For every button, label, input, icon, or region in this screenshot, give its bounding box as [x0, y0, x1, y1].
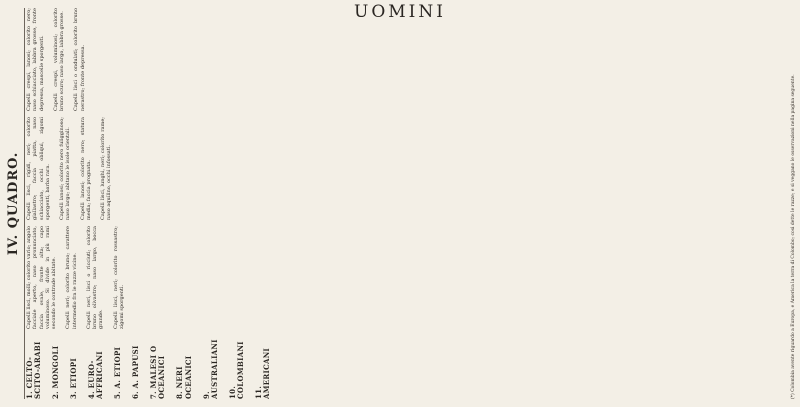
race-entry — [255, 335, 271, 399]
race-list — [26, 335, 792, 399]
description-paragraph: Capelli lisci, molli; colorito vario; angolo facciale aperto, naso pronunciato, faccia ovale, fronte alta; capo voluminoso. Si divide in più rami secondo le contrade abitate. — [26, 226, 57, 329]
description-paragraph: Capelli lisci, neri; colorito rossastro; zigomi sporgenti. — [112, 226, 125, 329]
description-column-2 — [26, 117, 792, 220]
section-header — [0, 0, 800, 24]
footnote: (*) Colombia avente riguardo a Europa, e America la terra di Colombo; così dette le razze; e si veggano le osservazioni nella pagina seguente. — [790, 74, 796, 399]
description-paragraph: Capelli lisci, lunghi, neri; colorito rame; naso aquilino, occhi infossati. — [100, 117, 113, 220]
race-name: EURO-AFFRICANI — [87, 351, 105, 399]
race-entry — [70, 335, 78, 399]
section-title: UOMINI — [354, 2, 446, 22]
race-number: 5. — [113, 388, 123, 399]
table-columns — [26, 8, 792, 399]
description-paragraph: Capelli neri; colorito bruno; carattere intermedio fra le razze vicine. — [65, 226, 78, 329]
race-number: 7. — [149, 388, 159, 399]
race-number: 1. — [25, 388, 34, 399]
race-name: AMERICANI — [261, 348, 271, 399]
race-number: 3. — [69, 388, 79, 399]
description-paragraph: Capelli lanosi; colorito nero fuligginoso; naso largo; abitano le isole orientali. — [59, 117, 72, 220]
race-name: COLOMBIANI — [235, 341, 245, 399]
race-number: 9. — [201, 391, 211, 399]
race-name: AUSTRALIANI — [209, 339, 219, 399]
race-entry — [26, 335, 42, 399]
race-entry — [52, 335, 60, 399]
race-entry — [150, 335, 166, 399]
description-paragraph: Capelli crespi, voluminosi; colorito bruno scuro; naso largo, labbra grosse. — [52, 8, 65, 111]
race-name: CELTO-SCITO-ARABI — [25, 341, 43, 399]
description-paragraph: Capelli neri, lisci o ricciuti; colorito bruno olivastro; naso largo, bocca grande. — [85, 226, 105, 329]
race-name: MALESI O OCEANICI — [149, 345, 167, 399]
race-name: A. PAPUSI — [131, 345, 141, 389]
race-number: 4. — [87, 388, 97, 399]
race-entry — [114, 335, 122, 399]
race-name: A. ETIOPI — [113, 346, 123, 389]
description-paragraph: Capelli lisci, rigidi, neri; colorito giallastro; faccia piatta, naso schiacciato, occhi obliqui, zigomi sporgenti, barba rara. — [26, 117, 51, 220]
description-paragraph: Capelli lanosi; colorito nero; statura media; faccia prognata. — [79, 117, 92, 220]
race-name: ETIOPI — [69, 358, 79, 389]
description-paragraph: Capelli lisci o ondulati; colorito bruno nerastro; fronte depressa. — [73, 8, 86, 111]
description-paragraph: Capelli crespi, lanosi; colorito nero; naso schiacciato, labbra grosse, fronte depressa, mascelle sporgenti. — [26, 8, 45, 111]
race-number: 10. — [227, 385, 237, 399]
race-entry — [132, 335, 140, 399]
race-number: 8. — [175, 388, 185, 399]
race-entry — [229, 335, 245, 399]
race-number: 6. — [131, 388, 141, 399]
race-number: 11. — [253, 385, 263, 399]
race-number: 2. — [51, 388, 61, 399]
race-entry — [88, 335, 104, 399]
race-entry — [176, 335, 192, 399]
table-title: IV. QUADRO. — [6, 151, 21, 256]
race-entry — [203, 335, 219, 399]
race-name: NERI OCEANICI — [175, 355, 193, 399]
header-rule — [24, 8, 25, 399]
race-name: MONGOLI — [51, 345, 61, 389]
description-column-1 — [26, 226, 792, 329]
